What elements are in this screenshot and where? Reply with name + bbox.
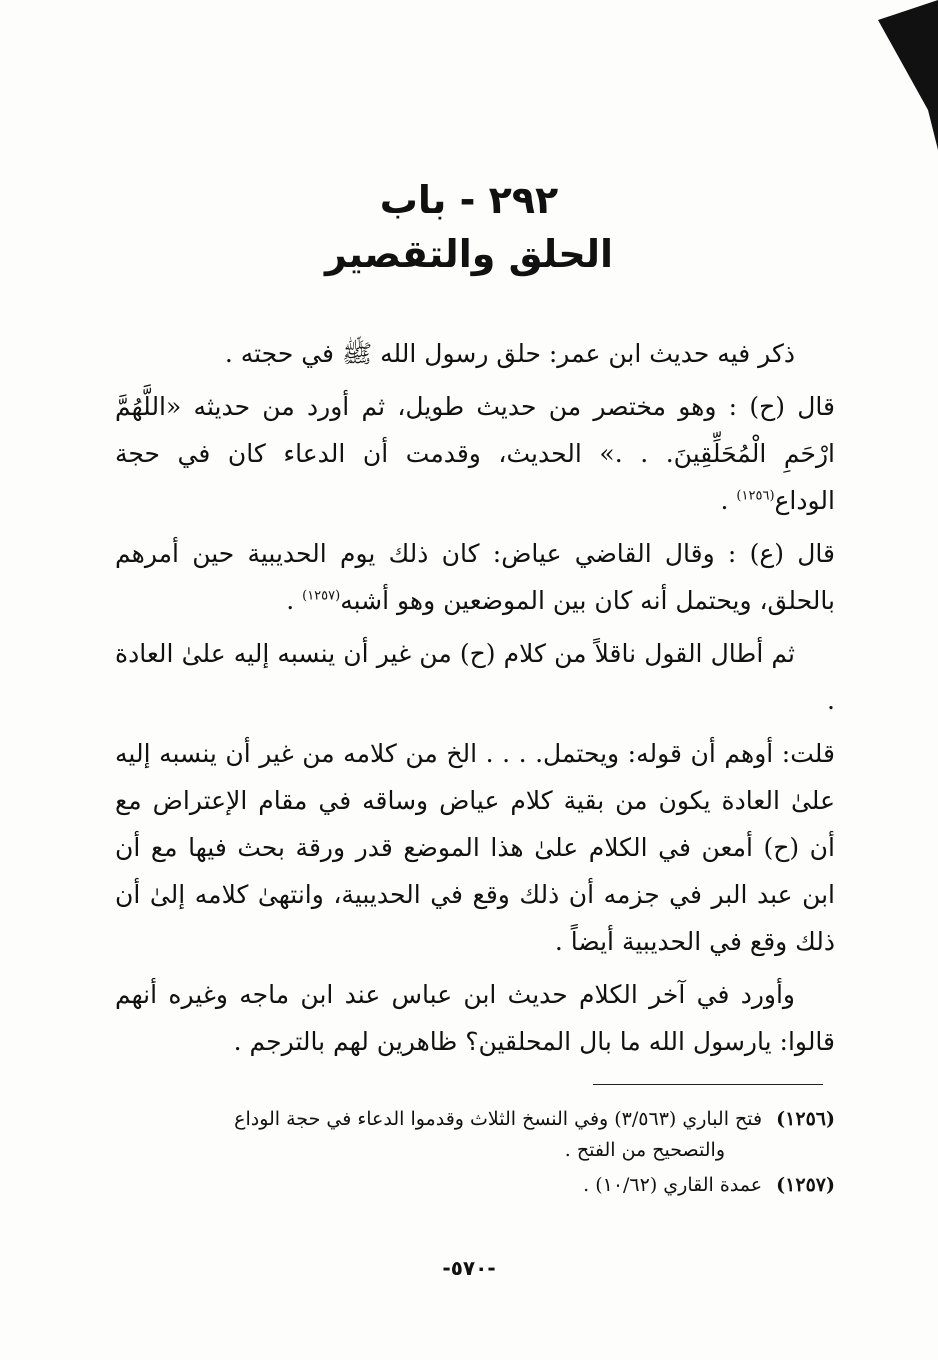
- chapter-title: الحلق والتقصير: [324, 232, 614, 276]
- footnote-separator: [593, 1084, 823, 1085]
- footnote-text: فتح الباري (٣/٥٦٣) وفي النسخ الثلاث وقدموا الدعاء في حجة الوداع: [234, 1108, 763, 1130]
- paragraph-3-period: .: [286, 586, 303, 615]
- main-text: [115, 330, 835, 1071]
- footnote-1256: [115, 1104, 835, 1166]
- paragraph-2-period: .: [720, 486, 737, 515]
- footnote-number: (١٢٥٧): [776, 1174, 835, 1196]
- paragraph-3: [115, 530, 835, 624]
- paragraph-6: [115, 971, 835, 1065]
- paragraph-2: [115, 383, 835, 524]
- footnote-ref-1256[interactable]: (١٢٥٦): [736, 488, 775, 504]
- page-number: -٥٧٠-: [442, 1256, 496, 1280]
- footnote-continuation: والتصحيح من الفتح .: [564, 1139, 725, 1161]
- footnote-ref-1257[interactable]: (١٢٥٧): [302, 588, 341, 604]
- paragraph-5: [115, 730, 835, 965]
- footnotes: [115, 1104, 835, 1205]
- footnote-text: عمدة القاري (١٠/٦٢) .: [583, 1174, 763, 1196]
- footnote-1257: [115, 1170, 835, 1201]
- footnote-number: (١٢٥٦): [776, 1108, 835, 1130]
- paragraph-4: [115, 630, 835, 724]
- chapter-heading: ٢٩٢ - باب: [379, 178, 559, 222]
- paragraph-1: [115, 330, 835, 377]
- paragraph-3-text: قال (ع) : وقال القاضي عياض: كان ذلك يوم الحديبية حين أمرهم بالحلق، ويحتمل أنه كان بين الموضعين وهو أشبه: [115, 539, 835, 615]
- paragraph-1-text: ذكر فيه حديث ابن عمر: حلق رسول الله ﷺ في حجته .: [224, 339, 795, 368]
- corner-tab-mark: [878, 0, 938, 160]
- paragraph-2-text: قال (ح) : وهو مختصر من حديث طويل، ثم أورد من حديثه «اللَّهُمَّ ارْحَمِ الْمُحَلِّقِينَ. . .» الحديث، وقدمت أن الدعاء كان في حجة الوداع: [115, 392, 835, 515]
- paragraph-6-text: وأورد في آخر الكلام حديث ابن عباس عند ابن ماجه وغيره أنهم قالوا: يارسول الله ما بال المحلقين؟ ظاهرين لهم بالترجم .: [115, 980, 835, 1056]
- paragraph-4-text: ثم أطال القول ناقلاً من كلام (ح) من غير أن ينسبه إليه علىٰ العادة .: [115, 639, 835, 715]
- paragraph-5-text: قلت: أوهم أن قوله: ويحتمل. . . . الخ من كلامه من غير أن ينسبه إليه علىٰ العادة يكون من بقية كلام عياض وساقه في مقام الإعتراض مع أن (ح) أمعن في الكلام علىٰ هذا الموضع قدر ورقة بحث فيها مع أن ابن عبد البر في جزمه أن ذلك وقع في الحديبية، وانتهىٰ كلامه إلىٰ أن ذلك وقع في الحديبية أيضاً .: [115, 739, 835, 956]
